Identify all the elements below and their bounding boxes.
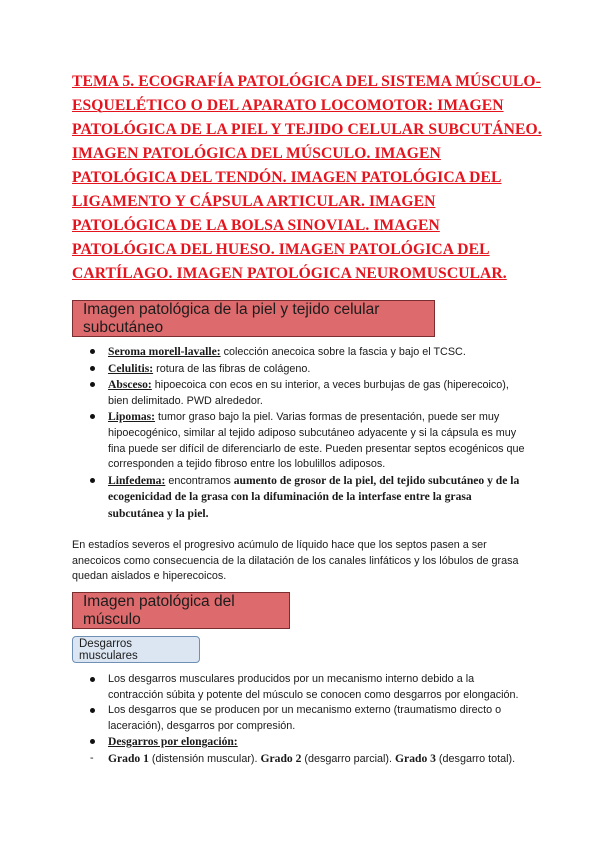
list-item-absceso xyxy=(90,377,530,409)
elongation-heading: Desgarros por elongación: xyxy=(108,735,238,749)
bullet-icon xyxy=(90,478,95,483)
grade-2-text: (desgarro parcial). xyxy=(301,752,396,765)
bullet-icon xyxy=(90,414,95,419)
text-linfedema-intro: encontramos xyxy=(165,474,234,487)
term-lipomas: Lipomas: xyxy=(108,410,156,424)
list-item-grades xyxy=(90,751,530,768)
term-absceso: Absceso: xyxy=(108,378,152,392)
grade-1-text: (distensión muscular). xyxy=(148,752,261,765)
dash-marker: - xyxy=(90,751,94,764)
bullet-icon xyxy=(90,366,95,371)
grade-1-label: Grado 1 xyxy=(108,751,149,765)
section-heading-skin-text: Imagen patológica de la piel y tejido celular subcutáneo xyxy=(83,300,380,336)
term-seroma: Seroma morell-lavalle: xyxy=(108,345,221,358)
list-item-elongation-heading xyxy=(90,734,530,751)
text-lipomas: tumor graso bajo la piel. Varias formas de presentación, puede ser muy hipoecogénico, similar al tejido adiposo subcutáneo adyacente y si la cápsula es muy fina puede ser difícil de diferenciarlo de este. Pueden presentar septos ecogénicos que corresponden a tejido fibroso entre los lobulillos adiposos. xyxy=(108,411,525,471)
text-internal-tear: Los desgarros musculares producidos por un mecanismo interno debido a la contracción súbita y potente del músculo se conocen como desgarros por elongación. xyxy=(108,673,519,701)
text-seroma: colección anecoica sobre la fascia y bajo el TCSC. xyxy=(220,346,466,358)
list-item-external-tear xyxy=(90,703,530,734)
skin-pathology-list xyxy=(90,344,530,523)
grade-3-text: (desgarro total). xyxy=(435,752,516,765)
section-heading-skin xyxy=(72,300,435,337)
term-celulitis: Celulitis: xyxy=(108,361,154,375)
grade-2-label: Grado 2 xyxy=(260,751,302,765)
text-absceso: hipoecoica con ecos en su interior, a veces burbujas de gas (hiperecoico), bien delimitado. PWD alrededor. xyxy=(108,379,509,407)
subheading-desgarros-text: Desgarros musculares xyxy=(79,637,138,662)
text-celulitis: rotura de las fibras de colágeno. xyxy=(153,362,311,375)
bullet-icon xyxy=(90,739,95,744)
section-heading-muscle xyxy=(72,592,290,629)
subheading-desgarros xyxy=(72,636,200,663)
linfedema-paragraph: En estadíos severos el progresivo acúmulo de líquido hace que los septos pasen a ser anecoicos como consecuencia de la dilatación de los canales linfáticos y los lóbulos de grasa quedan aislados e hiperecoicos. xyxy=(72,539,519,583)
list-item-internal-tear xyxy=(90,672,530,703)
section-heading-muscle-text: Imagen patológica del músculo xyxy=(83,592,235,628)
grade-3-label: Grado 3 xyxy=(395,751,436,765)
bullet-icon xyxy=(90,382,95,387)
bullet-icon xyxy=(90,708,95,713)
text-external-tear: Los desgarros que se producen por un mecanismo externo (traumatismo directo o laceración), desgarros por compresión. xyxy=(108,704,502,732)
list-item-seroma xyxy=(90,344,530,361)
bullet-icon xyxy=(90,349,95,354)
list-item-linfedema xyxy=(90,473,530,523)
bullet-icon xyxy=(90,677,95,682)
muscle-tear-list xyxy=(90,672,530,768)
document-title: TEMA 5. ECOGRAFÍA PATOLÓGICA DEL SISTEMA MÚSCULO-ESQUELÉTICO O DEL APARATO LOCOMOTOR: IMAGEN PATOLÓGICA DE LA PIEL Y TEJIDO CELULAR SUBCUTÁNEO. IMAGEN PATOLÓGICA DEL MÚSCULO. IMAGEN PATOLÓGICA DEL TENDÓN. IMAGEN PATOLÓGICA DEL LIGAMENTO Y CÁPSULA ARTICULAR. IMAGEN PATOLÓGICA DE LA BOLSA SINOVIAL. IMAGEN PATOLÓGICA DEL HUESO. IMAGEN PATOLÓGICA DEL CARTÍLAGO. IMAGEN PATOLÓGICA NEUROMUSCULAR. xyxy=(72,73,542,282)
list-item-lipomas xyxy=(90,409,530,472)
term-linfedema: Linfedema: xyxy=(108,473,166,487)
list-item-celulitis xyxy=(90,361,530,378)
text-linfedema-bold: aumento de grosor de la piel, del tejido subcutáneo y de la ecogenicidad de la grasa con la difuminación de la interfase entre la grasa subcutánea y la piel. xyxy=(108,473,520,520)
